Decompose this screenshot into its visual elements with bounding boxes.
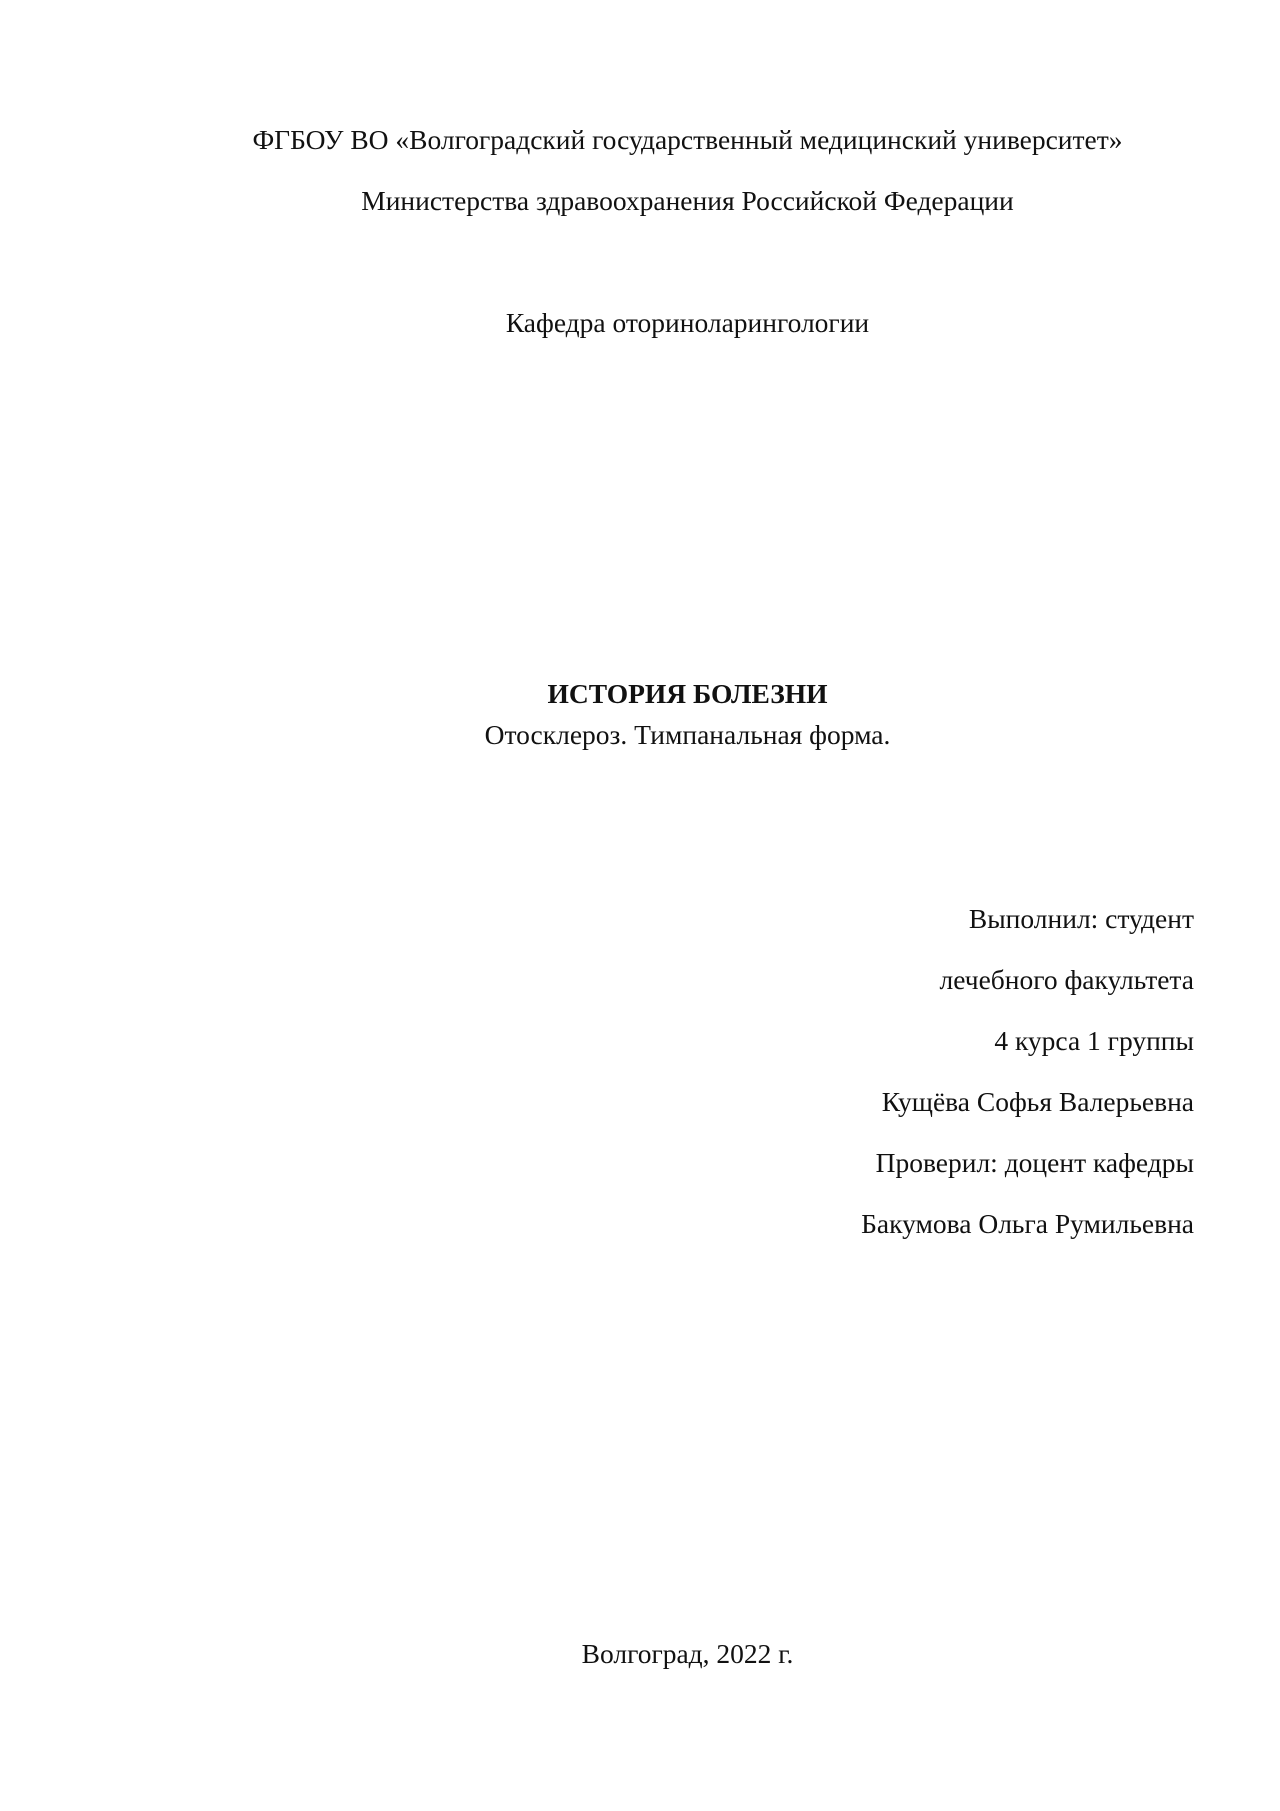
ministry-name: Министерства здравоохранения Российской Федерации (361, 185, 1014, 216)
performed-by-line: Выполнил: студент (968, 903, 1194, 934)
student-name: Кущёва Софья Валерьевна (881, 1086, 1194, 1117)
department-name: Кафедра оториноларингологии (505, 307, 870, 338)
document-subtitle: Отосклероз. Тимпанальная форма. (484, 719, 891, 750)
city-year: Волгоград, 2022 г. (581, 1638, 794, 1669)
institution-name: ФГБОУ ВО «Волгоградский государственный медицинский университет» (252, 124, 1123, 155)
faculty-line: лечебного факультета (939, 964, 1194, 995)
teacher-name: Бакумова Ольга Румильевна (861, 1208, 1194, 1239)
document-title: ИСТОРИЯ БОЛЕЗНИ (547, 678, 828, 709)
course-group-line: 4 курса 1 группы (994, 1025, 1194, 1056)
checked-by-line: Проверил: доцент кафедры (875, 1147, 1194, 1178)
